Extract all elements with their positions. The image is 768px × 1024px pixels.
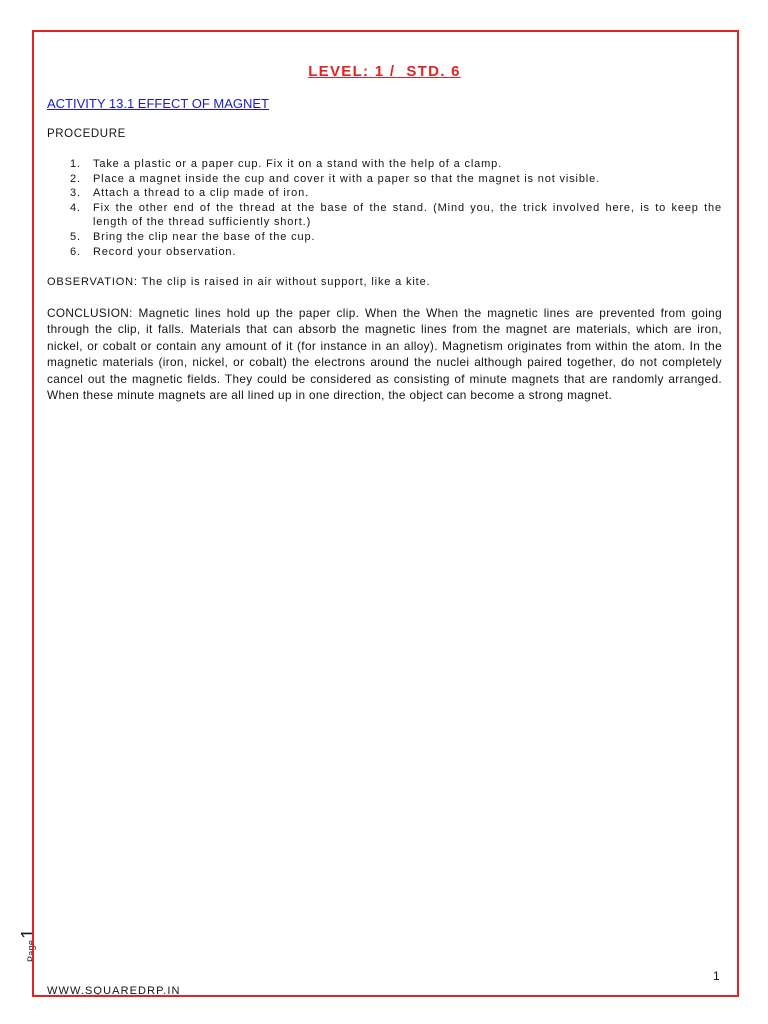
observation-text: The clip is raised in air without support, like a kite.: [141, 276, 431, 288]
procedure-step: [70, 172, 722, 187]
step-text: Take a plastic or a paper cup. Fix it on a stand with the help of a clamp.: [93, 158, 502, 170]
observation-paragraph: [47, 275, 722, 289]
side-page-label: [18, 929, 38, 962]
footer-clip: [47, 984, 181, 995]
activity-heading-link[interactable]: ACTIVITY 13.1 EFFECT OF MAGNET: [47, 96, 270, 111]
step-number: 2.: [70, 172, 81, 185]
procedure-step: [70, 201, 722, 230]
side-page-number: 1: [18, 928, 38, 939]
step-number: 3.: [70, 187, 81, 200]
procedure-heading: PROCEDURE: [47, 128, 126, 140]
page-number: 1: [713, 969, 720, 983]
step-text: Attach a thread to a clip made of iron.: [93, 187, 309, 200]
conclusion-text: Magnetic lines hold up the paper clip. When the When the magnetic lines are prevented from going through the clip, it falls. Materials that can absorb the magnetic lines from the magnet are materials, which are iron, nickel, or cobalt or contain any amount of it (for instance in an alloy). Magnetism originates from within the atom. In the magnetic materials (iron, nickel, or cobalt) the electrons around the nuclei although paired together, do not completely cancel out the magnetic fields. They could be considered as consisting of minute magnets that are randomly arranged. When these minute magnets are all lined up in one direction, the object can become a strong magnet.: [47, 306, 722, 403]
step-number: 4.: [70, 201, 81, 214]
page-title: LEVEL: 1 / STD. 6: [308, 63, 461, 80]
conclusion-paragraph: [47, 305, 722, 403]
step-text: Fix the other end of the thread at the base of the stand. (Mind you, the trick involved here, is to keep the length of the thread sufficiently short.): [93, 201, 722, 229]
side-page-word: Page: [26, 939, 36, 962]
step-text: Place a magnet inside the cup and cover it with a paper so that the magnet is not visible.: [93, 172, 600, 185]
procedure-steps-list: [47, 157, 722, 259]
procedure-step: [70, 157, 722, 172]
step-number: 1.: [70, 158, 81, 170]
procedure-step: [70, 186, 722, 201]
footer-website: WWW.SQUAREDRP.IN: [47, 985, 181, 995]
conclusion-label: CONCLUSION:: [47, 306, 133, 320]
step-text: Record your observation.: [93, 245, 237, 258]
procedure-step: [70, 245, 722, 260]
step-number: 5.: [70, 230, 81, 243]
step-text: Bring the clip near the base of the cup.: [93, 230, 316, 243]
step-number: 6.: [70, 245, 81, 258]
procedure-step: [70, 230, 722, 245]
observation-label: OBSERVATION:: [47, 276, 138, 288]
